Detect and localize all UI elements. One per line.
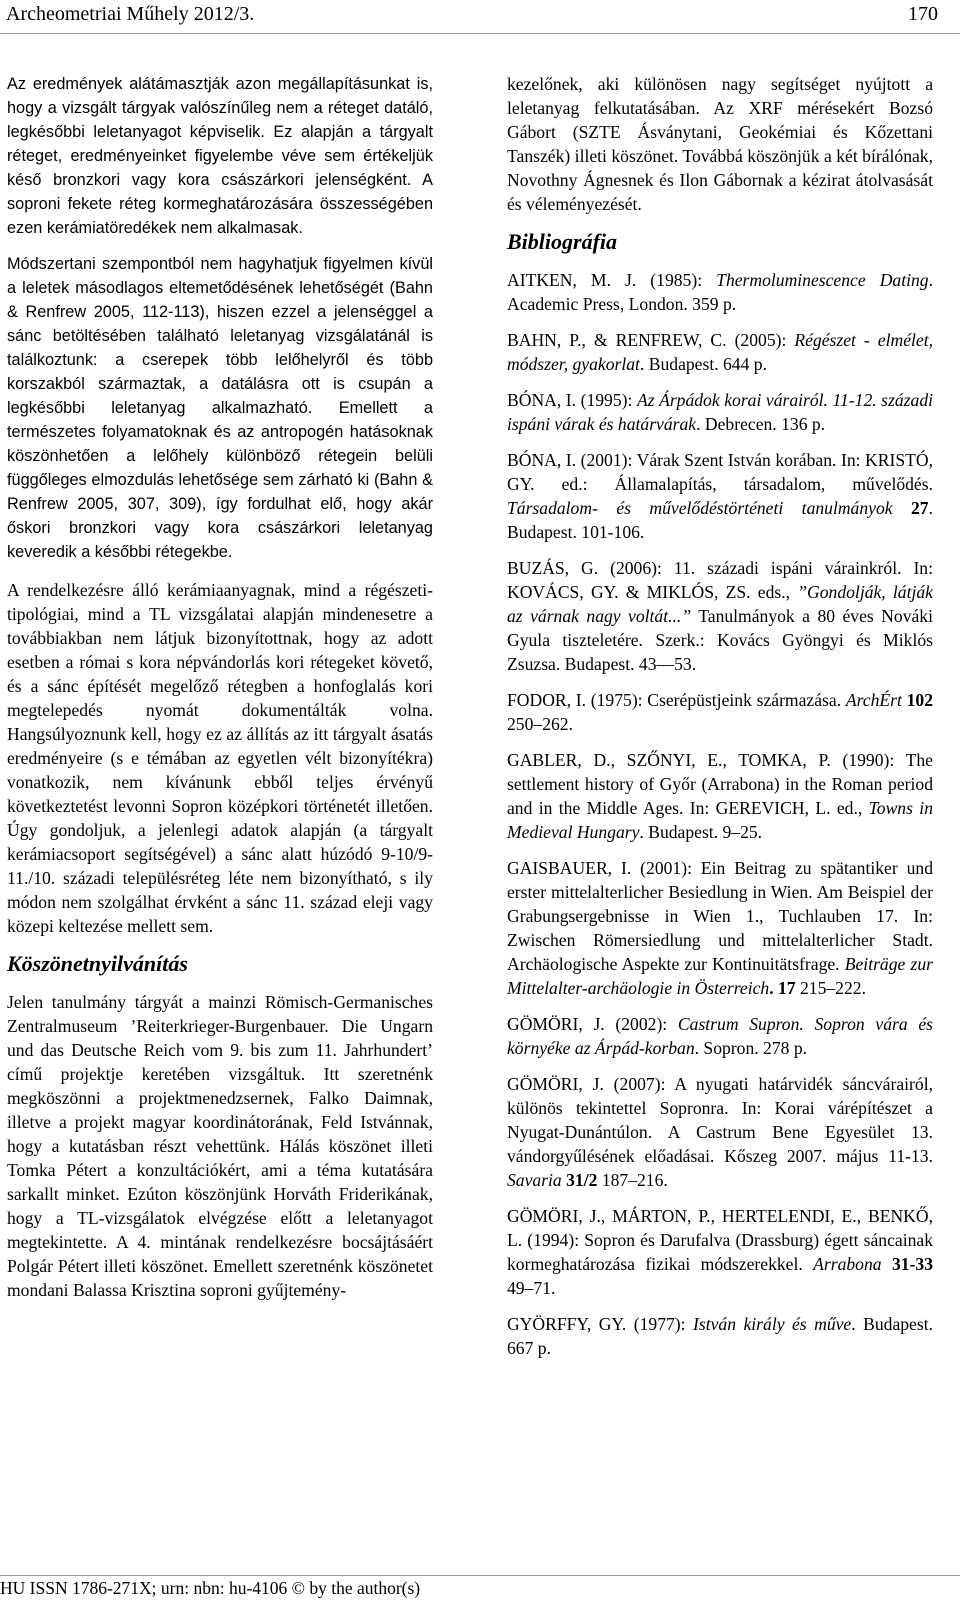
reference-entry [507, 556, 933, 676]
reference-entry [507, 1072, 933, 1192]
reference-title: Társadalom- és művelődéstörténeti tanulmányok [507, 498, 893, 518]
reference-volume: . 17 [769, 978, 796, 998]
reference-title: Arrabona [813, 1254, 882, 1274]
reference-rest: . Budapest. 101-106. [507, 498, 933, 542]
reference-volume: 31-33 [881, 1254, 933, 1274]
reference-author: BAHN, P., & RENFREW, C. (2005): [507, 330, 795, 350]
reference-title: Thermoluminescence Dating [716, 270, 929, 290]
reference-entry [507, 748, 933, 844]
reference-author: GABLER, D., SZŐNYI, E., TOMKA, P. (1990): The settlement history of Győr (Arrabona) in the Roman period and in the Middle Ages. In: GEREVICH, L. ed., [507, 750, 933, 818]
reference-author: GÖMÖRI, J. (2007): A nyugati határvidék sáncvárairól, különös tekintettel Sopronra. In: Korai várépítészet a Nyugat-Dunántúlon. A Castrum Bene Egyesület 13. vándorgyűlésének előadásai. Kőszeg 2007. május 11-13. [507, 1074, 933, 1166]
reference-rest: 49–71. [507, 1278, 556, 1298]
reference-title: Beiträge zur Mittelalter-archäologie in Österreich [507, 954, 933, 998]
reference-entry [507, 856, 933, 1000]
reference-entry [507, 388, 933, 436]
reference-author: GÖMÖRI, J., MÁRTON, P., HERTELENDI, E., BENKŐ, L. (1994): Sopron és Darufalva (Drassburg) égett sáncainak kormeghatározása fizikai módszerekkel. [507, 1206, 933, 1274]
right-column [507, 72, 933, 1372]
reference-entry [507, 1012, 933, 1060]
reference-entry [507, 268, 933, 316]
header-rule [0, 33, 960, 34]
reference-title: Az Árpádok korai várairól. 11-12. századi ispáni várak és határvárak [507, 390, 933, 434]
acknowledgements-paragraph: Jelen tanulmány tárgyát a mainzi Römisch-Germanisches Zentralmuseum ’Reiterkrieger-Burgenbauer. Die Ungarn und das Deutsche Reich vom 9. bis zum 11. Jahrhundert’ című projektje keretében vizsgáltuk. Itt szeretnénk megköszönni a projektmenedzsernek, Falko Daimnak, illetve a projekt magyar koordinátorának, Feld Istvánnak, hogy a kutatásban részt vehettünk. Hálás köszönet illeti Tomka Pétert a konzultációkért, ami a téma kutatására sarkallt minket. Ezúton köszönjünk Horváth Friderikának, hogy a TL-vizsgálatok elvégzése előtt a leletanyagot megtekintette. A 4. mintának rendelkezésre bocsájtásáért Polgár Pétert illeti köszönet. Emellett szeretnénk köszönetet mondani Balassa Krisztina soproni gyűjtemény- [7, 992, 433, 1300]
footer-text: HU ISSN 1786-271X; urn: nbn: hu-4106 © by the author(s) [0, 1578, 421, 1598]
reference-entry [507, 1204, 933, 1300]
body-paragraph: Módszertani szempontból nem hagyhatjuk figyelmen kívül a leletek másodlagos eltemetődésének lehetőségét (Bahn & Renfrew 2005, 112-113), hiszen ezzel a jelenséggel a sánc betöltésében található leletanyag vizsgálatánál is találkoztunk: a cserepek több lelőhelyről és több korszakból származtak, a datálásra ott is csupán a legkésőbbi leletanyag alkalmazható. Emellett a természetes folyamatoknak és az antropogén hatásoknak köszönhetően a lelőhely különböző rétegein belüli függőleges elmozdulás lehetősége sem zárható ki (Bahn & Renfrew 2005, 307, 309), így fordulhat elő, hogy akár őskori bronzkori vagy kora császárkori leletanyag keveredik a későbbi rétegekbe. [7, 255, 433, 561]
body-paragraph: A rendelkezésre álló kerámiaanyagnak, mind a régészeti-tipológiai, mind a TL vizsgálatai alapján mindenesetre a továbbiakban nem látjuk bizonyítottnak, hogy az adott esetben a római s kora népvándorlás kori rétegeket követő, és a sánc építését megelőző rétegben a honfoglalás kori megtelepedés nyomát dokumentálták volna. Hangsúlyoznunk kell, hogy ez az állítás az itt tárgyalt ásatás eredményeire (s e témában az egyetlen vélt bizonyítékra) vonatkozik, nem kívánunk ebből teljes érvényű következtetést levonni Sopron középkori történetét illetően. Úgy gondoljuk, a jelenlegi adatok alapján (a tárgyalt kerámiacsoport segítségével) a sánc alatt húzódó 9-10/9-11./10. századi településréteg léte nem bizonyítható, s ily módon nem szolgálhat érvként a sánc 11. század eleji vagy közepi keltezése mellett sem. [7, 580, 433, 936]
reference-author: BÓNA, I. (2001): Várak Szent István korában. In: KRISTÓ, GY. ed.: Államalapítás, társadalom, művelődés. [507, 450, 933, 494]
reference-volume: 27 [892, 498, 929, 518]
reference-title: ArchÉrt [845, 690, 902, 710]
reference-title: Régészet - elmélet, módszer, gyakorlat [507, 330, 933, 374]
reference-rest: . Budapest. 9–25. [639, 822, 763, 842]
acknowledgements-heading: Köszönetnyilvánítás [7, 951, 188, 976]
body-paragraph: Az eredmények alátámasztják azon megállapításunkat is, hogy a vizsgált tárgyak valószínűleg nem a réteget datáló, legkésőbbi leletanyagot képviselik. Ez alapján a tárgyalt réteget, eredményeinket figyelembe véve sem értékeljük késő bronzkori vagy kora császárkori jelenségként. A soproni fekete réteg kormeghatározására összességében ezen kerámiatöredékek nem alkalmasak. [7, 75, 433, 237]
journal-title: Archeometriai Műhely 2012/3. [6, 3, 255, 25]
reference-title: Savaria [507, 1170, 562, 1190]
reference-author: GYÖRFFY, GY. (1977): [507, 1314, 694, 1334]
reference-rest: Tanulmányok a 80 éves Nováki Gyula tiszteletére. Szerk.: Kovács Gyöngyi és Miklós Zsuzsa. Budapest. 43—53. [507, 606, 933, 674]
reference-author: BÓNA, I. (1995): [507, 390, 637, 410]
bibliography-heading: Bibliográfia [507, 229, 618, 254]
reference-rest: 215–222. [795, 978, 866, 998]
reference-rest: . Debrecen. 136 p. [696, 414, 826, 434]
page-number: 170 [908, 3, 938, 25]
left-column [7, 72, 433, 1314]
reference-entry [507, 688, 933, 736]
reference-title: ”Gondolják, látják az várnak nagy voltát...” [507, 582, 933, 626]
footer-rule [0, 1575, 960, 1576]
reference-rest: . Budapest. 644 p. [639, 354, 767, 374]
reference-author: BUZÁS, G. (2006): 11. századi ispáni várainkról. In: KOVÁCS, GY. & MIKLÓS, ZS. eds., [507, 558, 933, 602]
reference-author: GAISBAUER, I. (2001): Ein Beitrag zu spätantiker und erster mittelalterlicher Besiedlung in Wien. Am Beispiel der Grabungsergebnisse in Wien 1., Tuchlauben 17. In: Zwischen Römersiedlung und mittelalterlicher Stadt. Archäologische Aspekte zur Kontinuitätsfrage. [507, 858, 933, 974]
reference-author: AITKEN, M. J. (1985): [507, 270, 717, 290]
reference-title: Castrum Supron. Sopron vára és környéke az Árpád-korban [507, 1014, 933, 1058]
reference-author: FODOR, I. (1975): Cserépüstjeink származása. [507, 690, 846, 710]
reference-entry [507, 1312, 933, 1360]
reference-rest: . Budapest. 667 p. [507, 1314, 933, 1358]
reference-rest: . Academic Press, London. 359 p. [507, 270, 933, 314]
reference-title: Towns in Medieval Hungary [507, 798, 933, 842]
reference-volume: 102 [901, 690, 933, 710]
reference-entry [507, 448, 933, 544]
reference-rest: 250–262. [507, 714, 573, 734]
reference-author: GÖMÖRI, J. (2002): [507, 1014, 678, 1034]
reference-entry [507, 328, 933, 376]
reference-rest: 187–216. [597, 1170, 668, 1190]
reference-volume: 31/2 [561, 1170, 598, 1190]
reference-rest: . Sopron. 278 p. [694, 1038, 808, 1058]
page-header [0, 0, 960, 48]
acknowledgements-continuation: kezelőnek, aki különösen nagy segítséget nyújtott a leletanyag felkutatásában. Az XRF mérésekért Bozsó Gábort (SZTE Ásványtani, Geokémiai és Kőzettani Tanszék) illeti köszönet. Továbbá köszönjük a két bírálónak, Novothny Ágnesnek és Ilon Gábornak a kézirat átolvasását és véleményezését. [507, 74, 933, 214]
reference-title: István király és műve [693, 1314, 852, 1334]
